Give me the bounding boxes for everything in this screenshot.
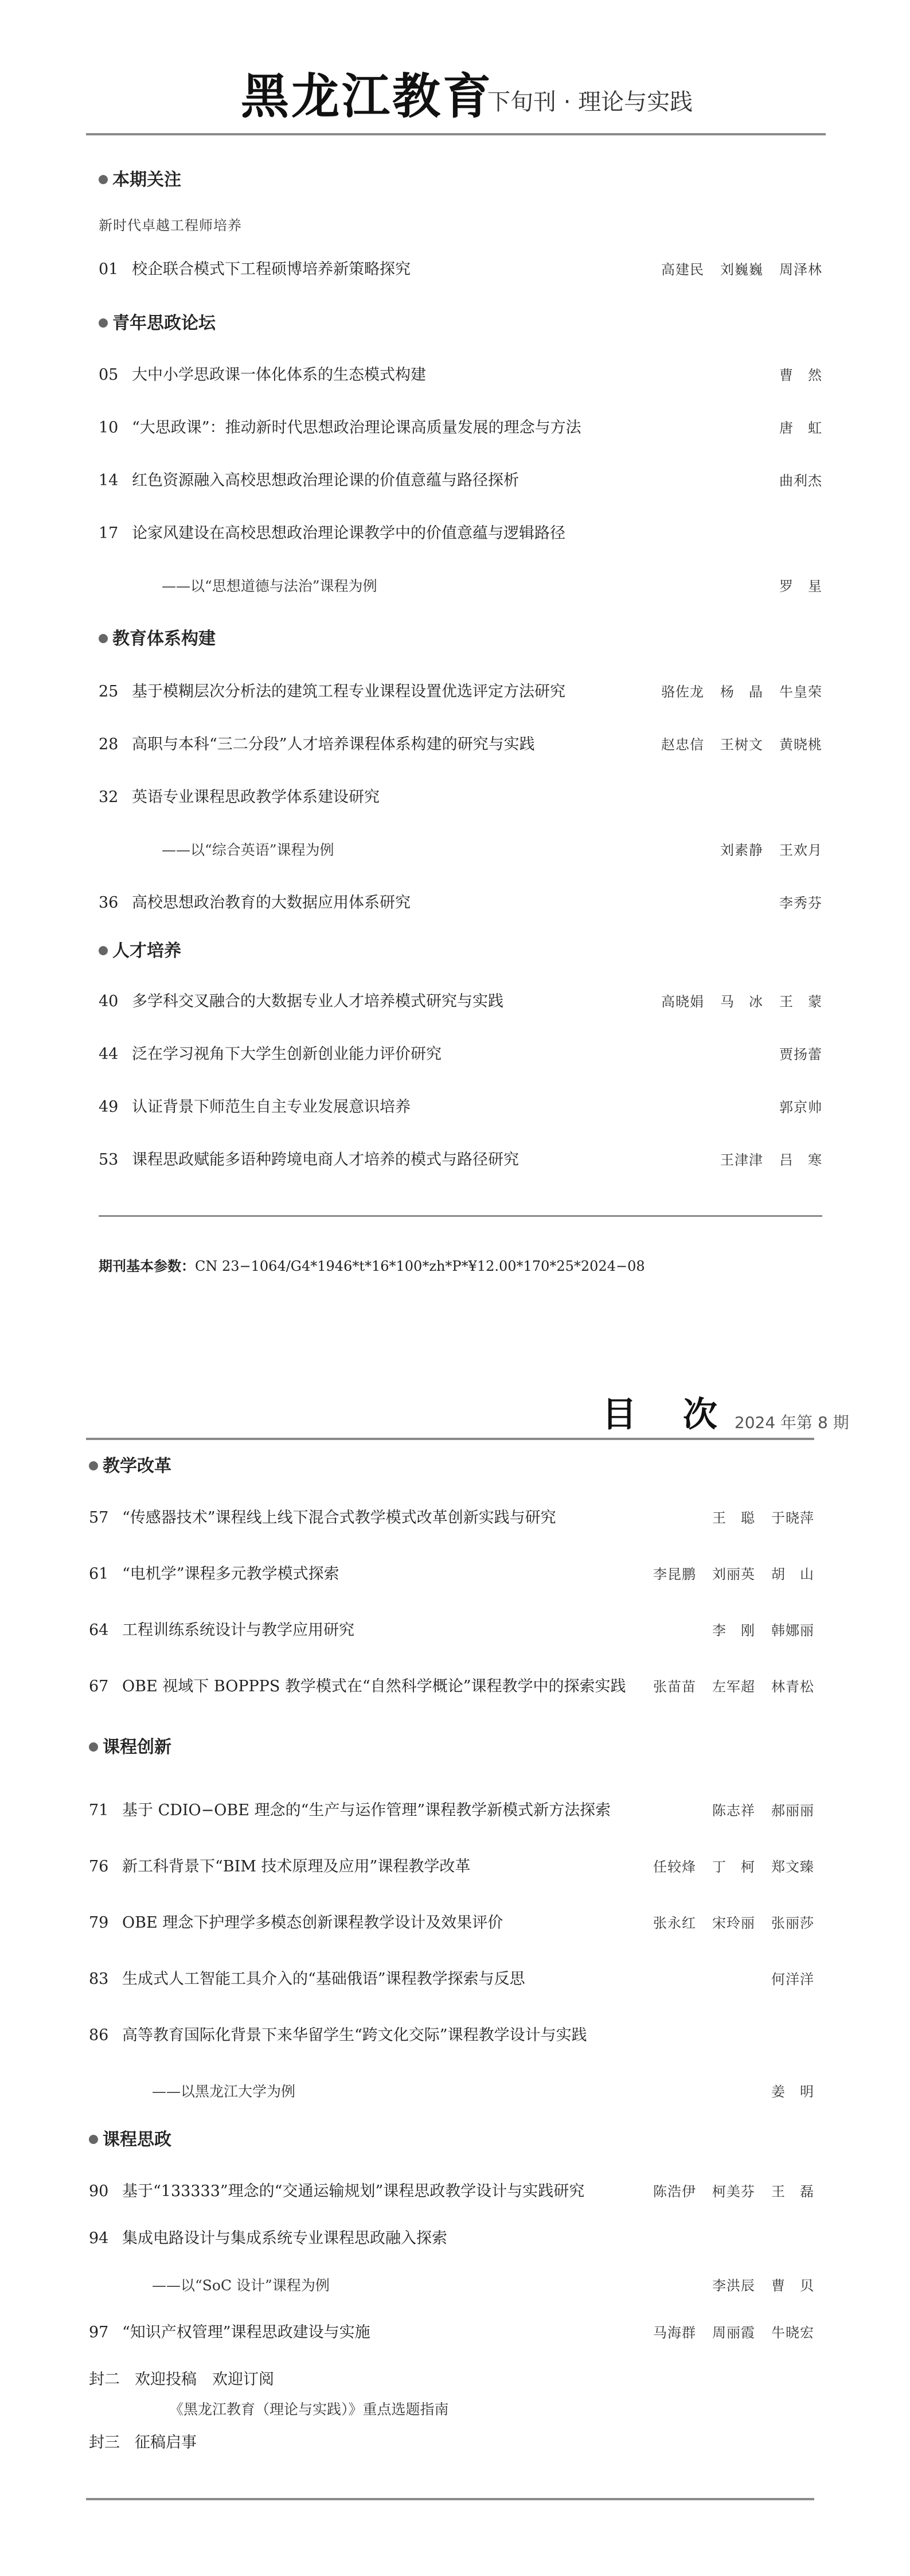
- entry-authors: 马海群 周丽霞 牛晓宏: [653, 2325, 814, 2341]
- entry-authors: 赵忠信 王树文 黄晓桃: [661, 737, 822, 753]
- entry-title: “传感器技术”课程线上线下混合式教学模式改革创新实践与研究: [122, 1509, 556, 1527]
- section-heading: 青年思政论坛: [99, 312, 216, 335]
- toc-entry-subtitle[interactable]: [89, 2080, 814, 2103]
- issue-number: 2024 年第 8 期: [734, 1413, 849, 1432]
- entry-page: 83: [89, 1970, 109, 1988]
- toc-entry[interactable]: [99, 1043, 822, 1066]
- entry-page: 10: [99, 419, 119, 437]
- entry-page: 44: [99, 1045, 119, 1063]
- toc-entry[interactable]: [89, 1912, 814, 1935]
- bullet-icon: [99, 175, 108, 184]
- cover2-tag: 封二: [89, 2371, 120, 2388]
- toc-entry-subtitle[interactable]: [89, 2274, 814, 2297]
- entry-title: “大思政课”：推动新时代思想政治理论课高质量发展的理念与方法: [132, 419, 581, 437]
- contents-heading: 目 次: [602, 1395, 735, 1435]
- entry-authors: 高建民 刘巍巍 周泽林: [661, 262, 822, 278]
- entry-authors: 李洪辰 曹 贝: [712, 2278, 814, 2294]
- entry-authors: 刘素静 王欢月: [720, 842, 822, 858]
- entry-title: 大中小学思政课一体化体系的生态模式构建: [132, 366, 426, 384]
- entry-title: 课程思政赋能多语种跨境电商人才培养的模式与路径研究: [132, 1151, 519, 1169]
- entry-page: 86: [89, 2026, 109, 2044]
- entry-title: 校企联合模式下工程硕博培养新策略探究: [132, 260, 411, 278]
- entry-page: 76: [89, 1858, 109, 1875]
- entry-authors: 罗 星: [779, 578, 822, 594]
- cover2-text: 欢迎投稿 欢迎订阅: [135, 2371, 274, 2388]
- entry-title: 基于“133333”理念的“交通运输规划”课程思政教学设计与实践研究: [122, 2182, 585, 2200]
- section-heading: 教育体系构建: [99, 628, 216, 651]
- toc-entry[interactable]: [89, 1968, 814, 1991]
- entry-authors: 曹 然: [779, 367, 822, 383]
- entry-authors: 任较烽 丁 柯 郑文臻: [653, 1859, 814, 1875]
- entry-title: 高校思想政治教育的大数据应用体系研究: [132, 894, 411, 912]
- entry-authors: 李 刚 韩娜丽: [712, 1622, 814, 1639]
- footer-rule: [86, 2498, 814, 2500]
- toc-entry[interactable]: [89, 1563, 814, 1586]
- entry-authors: 陈浩伊 柯美芬 王 磊: [653, 2184, 814, 2200]
- bullet-icon: [89, 1461, 98, 1470]
- toc-entry[interactable]: [89, 1675, 814, 1698]
- entry-title: 高等教育国际化背景下来华留学生“跨文化交际”课程教学设计与实践: [122, 2026, 587, 2044]
- journal-subtitle: 下旬刊 · 理论与实践: [487, 89, 693, 115]
- entry-page: 25: [99, 683, 119, 701]
- entry-subtitle: ——以“思想道德与法治”课程为例: [162, 578, 377, 594]
- entry-title: 认证背景下师范生自主专业发展意识培养: [132, 1098, 411, 1116]
- bullet-icon: [99, 946, 108, 955]
- toc-entry[interactable]: [99, 733, 822, 756]
- cover3-tag: 封三: [89, 2434, 120, 2452]
- journal-params: [99, 1256, 645, 1276]
- entry-authors: 高晓娟 马 冰 王 蒙: [661, 994, 822, 1010]
- toc-entry[interactable]: [89, 2024, 814, 2047]
- contents-title: [602, 1387, 849, 1433]
- entry-title: 高职与本科“三二分段”人才培养课程体系构建的研究与实践: [132, 736, 535, 753]
- entry-authors: 陈志祥 郝丽丽: [712, 1803, 814, 1819]
- toc-entry[interactable]: [99, 469, 822, 492]
- entry-page: 61: [89, 1565, 109, 1583]
- entry-page: 40: [99, 993, 119, 1010]
- entry-authors: 王津津 吕 寒: [720, 1152, 822, 1168]
- toc-entry[interactable]: [89, 2227, 814, 2250]
- toc-entry[interactable]: [99, 990, 822, 1013]
- toc-entry[interactable]: [89, 1619, 814, 1642]
- entry-subtitle: ——以“综合英语”课程为例: [162, 842, 334, 858]
- masthead: [86, 68, 826, 131]
- toc-entry-subtitle[interactable]: [99, 839, 822, 862]
- entry-page: 64: [89, 1621, 109, 1639]
- toc-entry[interactable]: [99, 680, 822, 703]
- entry-authors: 贾扬蕾: [779, 1046, 822, 1063]
- cover2-subtitle: 《黑龙江教育（理论与实践）》重点选题指南: [169, 2401, 449, 2418]
- entry-page: 05: [99, 366, 119, 384]
- toc-entry[interactable]: [99, 364, 822, 387]
- entry-title: 泛在学习视角下大学生创新创业能力评价研究: [132, 1045, 442, 1063]
- toc-entry[interactable]: [99, 1096, 822, 1119]
- entry-page: 79: [89, 1914, 109, 1932]
- entry-title: 论家风建设在高校思想政治理论课教学中的价值意蕴与逻辑路径: [132, 524, 565, 542]
- entry-authors: 唐 虹: [779, 420, 822, 436]
- journal-params-value: CN 23−1064/G4*1946*t*16*100*zh*P*¥12.00*170*25*2024−08: [195, 1258, 645, 1274]
- toc-entry[interactable]: [99, 258, 822, 281]
- bullet-icon: [89, 2135, 98, 2144]
- entry-title: 生成式人工智能工具介入的“基础俄语”课程教学探索与反思: [122, 1970, 525, 1988]
- journal-params-label: 期刊基本参数：: [99, 1258, 195, 1274]
- entry-title: “知识产权管理”课程思政建设与实施: [122, 2324, 370, 2341]
- entry-page: 53: [99, 1151, 119, 1169]
- entry-authors: 何洋洋: [771, 1971, 814, 1987]
- section-heading: 本期关注: [99, 169, 181, 192]
- toc-entry[interactable]: [99, 892, 822, 915]
- journal-logo: 黑龙江教育: [241, 68, 494, 124]
- entry-subtitle: ——以“SoC 设计”课程为例: [152, 2277, 330, 2294]
- section-subhead: 新时代卓越工程师培养: [99, 217, 242, 234]
- entry-authors: 张永红 宋玲丽 张丽莎: [653, 1915, 814, 1931]
- entry-authors: 曲利杰: [779, 473, 822, 489]
- entry-title: 红色资源融入高校思想政治理论课的价值意蕴与路径探析: [132, 472, 519, 489]
- entry-title: 多学科交叉融合的大数据专业人才培养模式研究与实践: [132, 993, 503, 1010]
- entry-page: 49: [99, 1098, 119, 1116]
- toc-entry[interactable]: [89, 1507, 814, 1530]
- entry-title: 集成电路设计与集成系统专业课程思政融入探索: [122, 2229, 447, 2247]
- entry-authors: 骆佐龙 杨 晶 牛皇荣: [661, 684, 822, 700]
- entry-page: 71: [89, 1801, 109, 1819]
- toc-entry[interactable]: [89, 2321, 814, 2344]
- entry-title: 英语专业课程思政教学体系建设研究: [132, 788, 380, 806]
- entry-page: 97: [89, 2324, 109, 2341]
- section-heading: 人才培养: [99, 940, 181, 963]
- toc-entry[interactable]: [99, 522, 822, 545]
- entry-page: 32: [99, 788, 119, 806]
- entry-page: 01: [99, 260, 119, 278]
- entry-authors: 王 聪 于晓萍: [712, 1510, 814, 1526]
- toc-entry[interactable]: [89, 1799, 814, 1822]
- entry-subtitle: ——以黑龙江大学为例: [152, 2083, 296, 2100]
- section-heading: 教学改革: [89, 1455, 171, 1478]
- entry-page: 57: [89, 1509, 109, 1527]
- entry-page: 17: [99, 524, 119, 542]
- bullet-icon: [99, 634, 108, 643]
- entry-title: 工程训练系统设计与教学应用研究: [122, 1621, 354, 1639]
- entry-page: 67: [89, 1678, 109, 1695]
- entry-page: 36: [99, 894, 119, 912]
- section-heading: 课程思政: [89, 2128, 171, 2151]
- entry-page: 28: [99, 736, 119, 753]
- divider-rule: [99, 1215, 822, 1217]
- entry-title: “电机学”课程多元教学模式探索: [122, 1565, 339, 1583]
- section-heading: 课程创新: [89, 1736, 171, 1759]
- toc-entry[interactable]: [89, 2180, 814, 2203]
- entry-authors: 郭京帅: [779, 1099, 822, 1115]
- entry-title: 基于 CDIO−OBE 理念的“生产与运作管理”课程教学新模式新方法探索: [122, 1801, 611, 1819]
- bullet-icon: [89, 1742, 98, 1752]
- back-matter-cover3[interactable]: [89, 2431, 197, 2454]
- bullet-icon: [99, 318, 108, 328]
- toc-entry-subtitle[interactable]: [99, 575, 822, 598]
- toc-entry[interactable]: [99, 417, 822, 439]
- toc-entry[interactable]: [89, 1855, 814, 1878]
- entry-authors: 李昆鹏 刘丽英 胡 山: [653, 1566, 814, 1582]
- entry-authors: 姜 明: [771, 2084, 814, 2100]
- toc-entry[interactable]: [99, 1149, 822, 1172]
- cover3-text: 征稿启事: [135, 2434, 197, 2452]
- masthead-rule: [86, 133, 826, 135]
- entry-title: 基于模糊层次分析法的建筑工程专业课程设置优选评定方法研究: [132, 683, 565, 701]
- entry-page: 90: [89, 2182, 109, 2200]
- back-matter-cover2[interactable]: [89, 2368, 274, 2391]
- entry-title: OBE 理念下护理学多模态创新课程教学设计及效果评价: [122, 1914, 503, 1932]
- entry-page: 94: [89, 2229, 109, 2247]
- entry-title: 新工科背景下“BIM 技术原理及应用”课程教学改革: [122, 1858, 471, 1875]
- entry-authors: 张苗苗 左军超 林青松: [653, 1679, 814, 1695]
- contents-rule: [86, 1438, 814, 1440]
- toc-entry[interactable]: [99, 786, 822, 809]
- entry-page: 14: [99, 472, 119, 489]
- entry-title: OBE 视域下 BOPPPS 教学模式在“自然科学概论”课程教学中的探索实践: [122, 1678, 626, 1695]
- entry-authors: 李秀芬: [779, 895, 822, 911]
